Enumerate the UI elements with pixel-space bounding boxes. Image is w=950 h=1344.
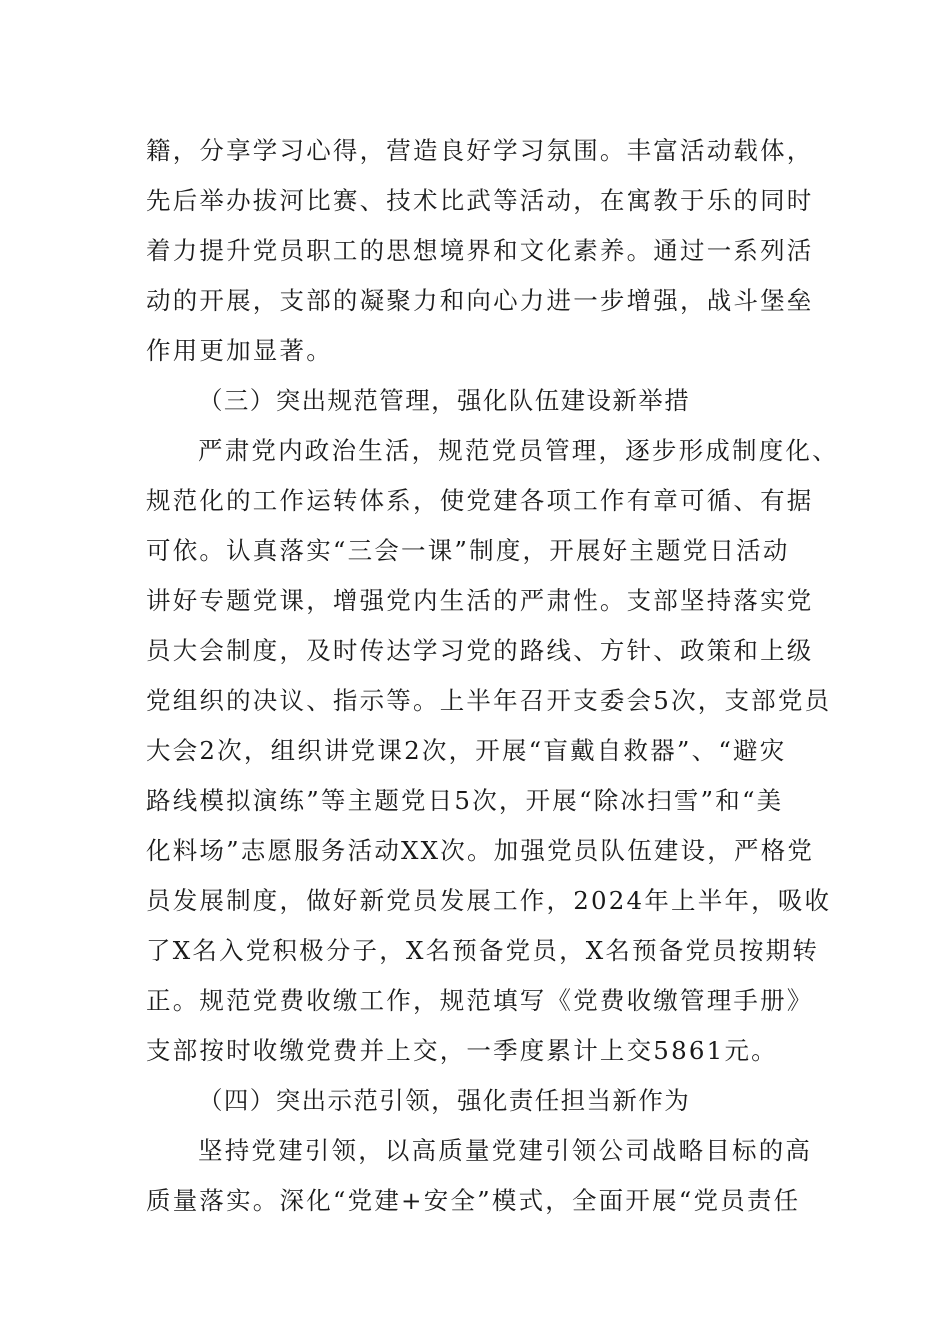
text-line: 党组织的决议、指示等。上半年召开支委会5次，支部党员 — [146, 686, 832, 715]
document-page — [146, 126, 839, 1226]
text-line: 规范化的工作运转体系，使党建各项工作有章可循、有据 — [146, 486, 814, 515]
text-line: 先后举办拔河比赛、技术比武等活动，在寓教于乐的同时 — [146, 186, 814, 215]
text-line: 大会2次，组织讲党课2次，开展“盲戴自救器”、“避灾 — [146, 736, 787, 765]
text-line: 着力提升党员职工的思想境界和文化素养。通过一系列活 — [146, 236, 814, 265]
text-line: 员大会制度，及时传达学习党的路线、方针、政策和上级 — [146, 636, 814, 665]
text-line: 化料场”志愿服务活动XX次。加强党员队伍建设，严格党 — [146, 836, 815, 865]
text-line: 了X名入党积极分子，X名预备党员，X名预备党员按期转 — [146, 936, 820, 965]
text-line: 质量落实。深化“党建+安全”模式，全面开展“党员责任 — [146, 1186, 801, 1215]
text-line: 坚持党建引领，以高质量党建引领公司战略目标的高 — [198, 1136, 813, 1165]
text-line: 严肃党内政治生活，规范党员管理，逐步形成制度化、 — [198, 436, 839, 465]
text-line: 路线模拟演练”等主题党日5次，开展“除冰扫雪”和“美 — [146, 786, 784, 815]
section-heading-3: （三）突出规范管理，强化队伍建设新举措 — [198, 386, 691, 415]
text-line: 员发展制度，做好新党员发展工作，2024年上半年，吸收 — [146, 886, 832, 915]
paragraph — [146, 1126, 826, 1226]
text-line: 作用更加显著。 — [146, 336, 333, 365]
text-line: 讲好专题党课，增强党内生活的严肃性。支部坚持落实党 — [146, 586, 814, 615]
text-line: 动的开展，支部的凝聚力和向心力进一步增强，战斗堡垒 — [146, 286, 814, 315]
text-line: 支部按时收缴党费并上交，一季度累计上交5861元。 — [146, 1036, 778, 1065]
text-line: 籍，分享学习心得，营造良好学习氛围。丰富活动载体， — [146, 136, 814, 165]
section-heading-4: （四）突出示范引领，强化责任担当新作为 — [198, 1086, 691, 1115]
paragraph — [146, 126, 826, 376]
paragraph — [146, 426, 839, 1076]
text-line: 可依。认真落实“三会一课”制度，开展好主题党日活动 — [146, 536, 790, 565]
text-line: 正。规范党费收缴工作，规范填写《党费收缴管理手册》 — [146, 986, 814, 1015]
